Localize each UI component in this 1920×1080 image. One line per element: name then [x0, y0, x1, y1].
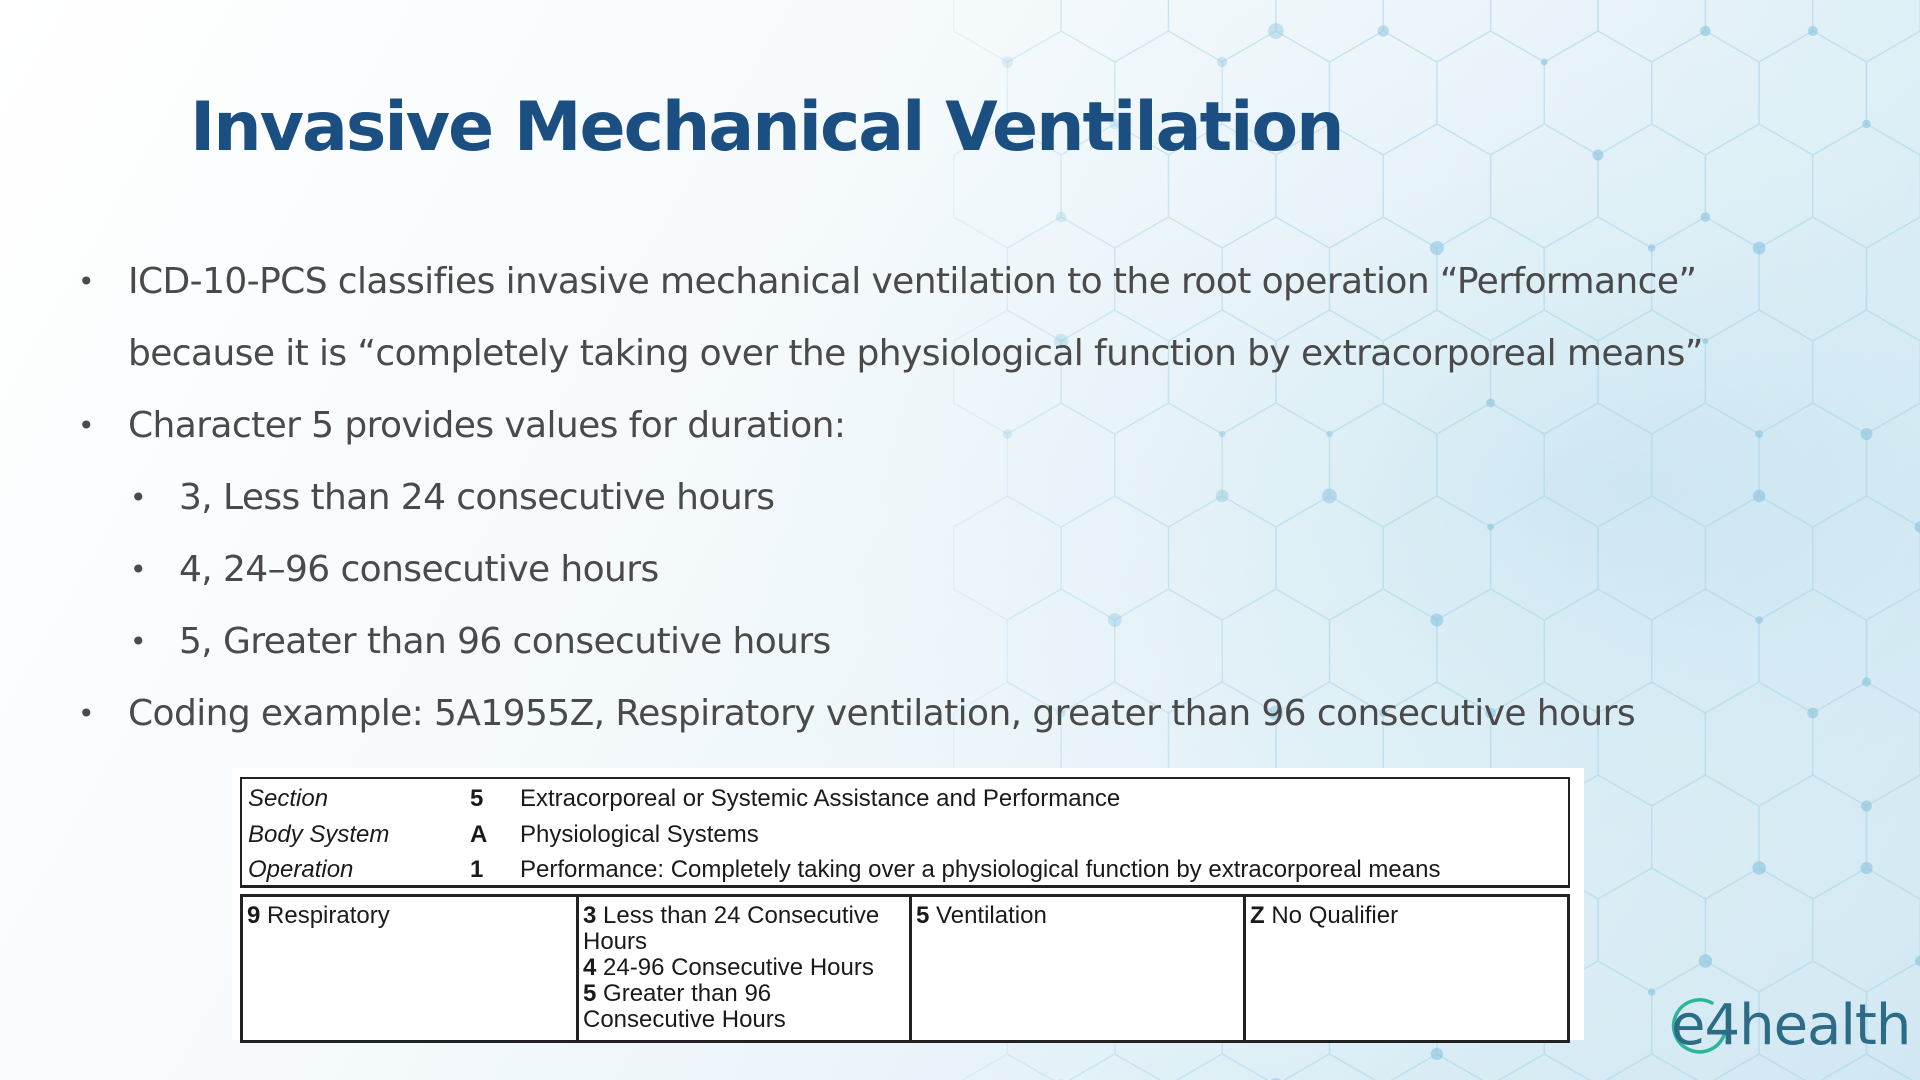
header-description: Physiological Systems — [520, 821, 759, 848]
code-value: 5 — [583, 980, 597, 1007]
bullet-dot-icon: • — [130, 553, 146, 586]
logo-text: e4health — [1671, 993, 1911, 1058]
bullet-item — [75, 678, 1775, 750]
bullet-dot-icon: • — [78, 697, 94, 730]
code-entry — [583, 981, 905, 1007]
bg-node-dot — [1861, 428, 1873, 440]
code-entry — [247, 903, 572, 929]
header-value: A — [470, 821, 488, 848]
sub-bullet-text: 4, 24–96 consecutive hours — [179, 549, 659, 590]
bg-node-dot — [1648, 988, 1655, 995]
bullet-item — [75, 246, 1775, 318]
bg-node-dot — [1700, 26, 1711, 37]
header-value: 5 — [470, 785, 484, 812]
bullet-item-continuation — [75, 318, 1775, 390]
code-value: 3 — [583, 902, 597, 929]
code-entry — [583, 929, 905, 955]
bullet-dot-icon: • — [130, 481, 146, 514]
code-text: Consecutive Hours — [583, 1006, 786, 1033]
code-table-body — [240, 894, 1570, 1040]
code-text: Respiratory — [267, 902, 390, 929]
bullet-text: because it is “completely taking over the physiological function by extracorporeal means” — [128, 333, 1703, 374]
bg-node-dot — [1861, 801, 1872, 812]
bg-node-dot — [1378, 25, 1389, 36]
bg-node-dot — [1541, 59, 1548, 66]
bullet-text: ICD-10-PCS classifies invasive mechanical ventilation to the root operation “Performance” — [128, 261, 1697, 302]
bg-node-dot — [1862, 120, 1870, 128]
code-table-header — [240, 777, 1570, 888]
bg-node-dot — [1752, 861, 1765, 874]
code-text: 24-96 Consecutive Hours — [603, 954, 874, 981]
code-text: Less than 24 Consecutive — [603, 902, 880, 929]
bg-node-dot — [1002, 56, 1014, 68]
table-bottom-border — [240, 1040, 1570, 1043]
bg-node-dot — [1807, 708, 1818, 719]
code-text: No Qualifier — [1271, 902, 1399, 929]
bullet-text: Character 5 provides values for duration: — [128, 405, 846, 446]
header-description: Extracorporeal or Systemic Assistance and Performance — [520, 785, 1121, 812]
bullet-dot-icon: • — [78, 265, 94, 298]
bg-node-dot — [1217, 57, 1227, 67]
header-label: Body System — [248, 821, 390, 848]
code-text: Hours — [583, 928, 648, 955]
code-entry — [583, 903, 905, 929]
bullet-dot-icon: • — [78, 409, 94, 442]
column-function — [909, 897, 1243, 1040]
code-value: 5 — [916, 902, 930, 929]
bg-node-dot — [1860, 862, 1872, 874]
code-value: 4 — [583, 954, 597, 981]
code-entry — [583, 955, 905, 981]
column-duration — [576, 897, 909, 1040]
icd-code-table-image — [232, 768, 1584, 1040]
bullet-list — [75, 246, 1775, 750]
bullet-dot-icon: • — [130, 625, 146, 658]
code-value: Z — [1250, 902, 1265, 929]
sub-bullet-item — [75, 462, 1775, 534]
code-entry — [1250, 903, 1563, 929]
sub-bullet-text: 5, Greater than 96 consecutive hours — [179, 621, 831, 662]
column-body-part — [243, 897, 576, 1040]
bg-node-dot — [1056, 212, 1067, 223]
column-qualifier — [1243, 897, 1567, 1040]
sub-bullet-item — [75, 606, 1775, 678]
bg-node-dot — [1701, 212, 1711, 222]
bg-node-dot — [1593, 150, 1604, 161]
header-label: Section — [248, 785, 329, 812]
code-entry — [916, 903, 1239, 929]
sub-bullet-item — [75, 534, 1775, 606]
e4health-logo — [1668, 993, 1911, 1065]
code-entry — [583, 1007, 905, 1033]
code-text: Ventilation — [936, 902, 1047, 929]
sub-bullet-text: 3, Less than 24 consecutive hours — [179, 477, 775, 518]
bg-node-dot — [1268, 23, 1284, 39]
bg-node-dot — [1862, 677, 1871, 686]
slide-title: Invasive Mechanical Ventilation — [190, 88, 1343, 167]
code-value: 9 — [247, 902, 261, 929]
header-description: Performance: Completely taking over a physiological function by extracorporeal means — [520, 856, 1441, 883]
bg-node-dot — [1431, 1048, 1443, 1060]
bg-node-dot — [1808, 26, 1818, 36]
header-label: Operation — [248, 856, 354, 883]
header-value: 1 — [470, 856, 484, 883]
code-text: Greater than 96 — [603, 980, 772, 1007]
bullet-text: Coding example: 5A1955Z, Respiratory ventilation, greater than 96 consecutive hours — [128, 693, 1636, 734]
bg-node-dot — [1699, 954, 1713, 968]
bullet-item — [75, 390, 1775, 462]
